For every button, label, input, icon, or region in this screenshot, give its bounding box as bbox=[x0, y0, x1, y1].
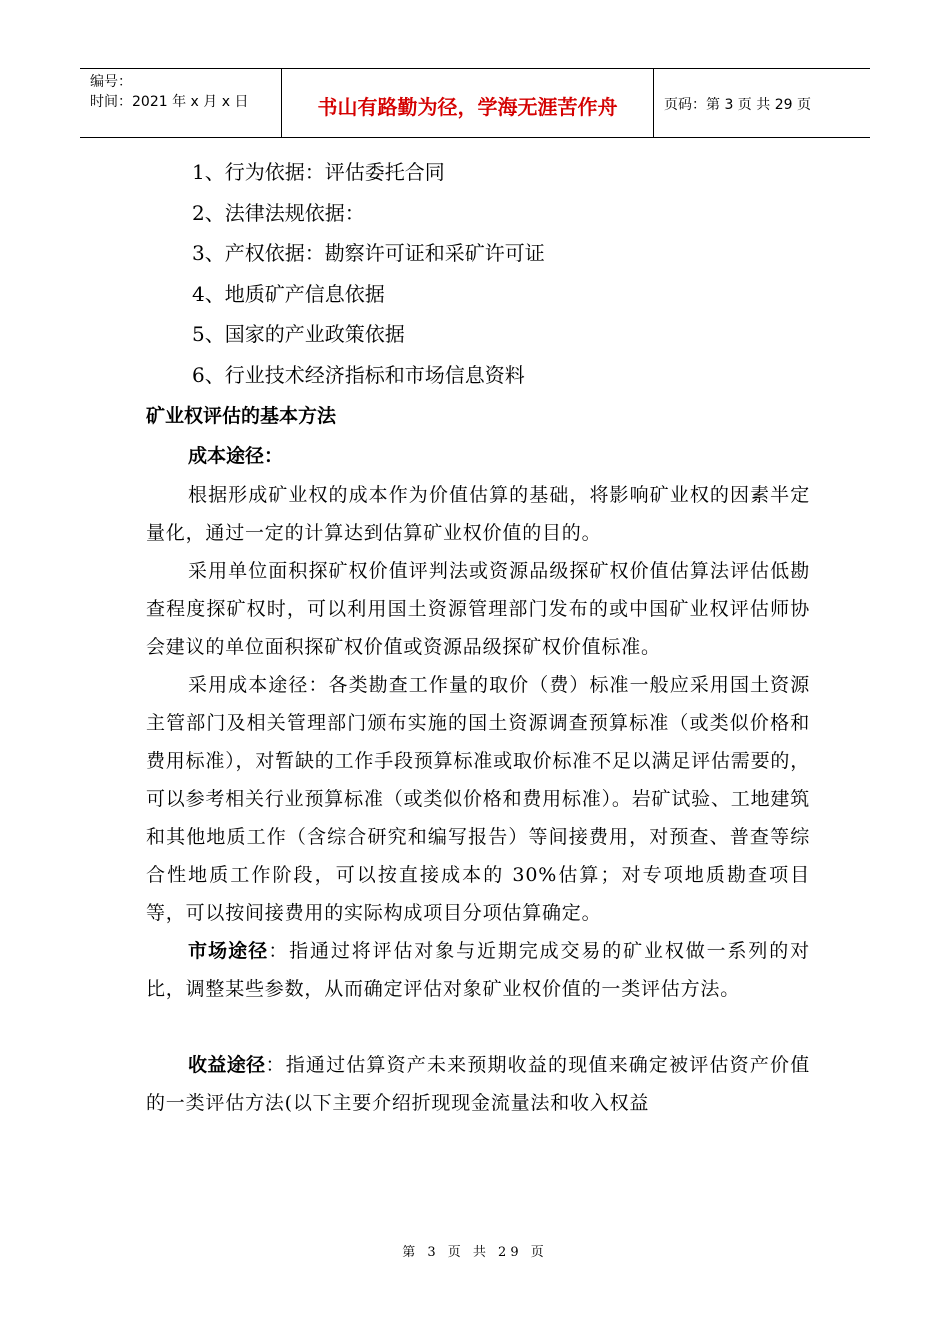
page-header bbox=[80, 68, 870, 138]
list-item: 1、行为依据：评估委托合同 bbox=[192, 160, 445, 184]
number-label: 编号： bbox=[90, 74, 132, 90]
list-item: 4、地质矿产信息依据 bbox=[192, 281, 385, 306]
income-approach-text: ：指通过估算资产未来预期收益的现值来确定被评估资产价值的一类评估方法(以下主要介绍折现现金流量法和收入权益 bbox=[146, 1053, 810, 1114]
section-heading: 矿业权评估的基本方法 bbox=[146, 404, 337, 427]
list-item: 6、行业技术经济指标和市场信息资料 bbox=[192, 362, 525, 387]
cost-paragraph-3: 采用成本途径：各类勘查工作量的取价（费）标准一般应采用国土资源主管部门及相关管理部门颁布实施的国土资源调查预算标准（或类似价格和费用标准），对暂缺的工作手段预算标准或取价标准不足以满足评估需要的，可以参考相关行业预算标准（或类似价格和费用标准）。岩矿试验、工地建筑和其他地质工作（含综合研究和编写报告）等间接费用，对预查、普查等综合性地质工作阶段，可以按直接成本的 30%估算；对专项地质勘查项目等，可以按间接费用的实际构成项目分项估算确定。 bbox=[146, 673, 810, 924]
cost-paragraph-1: 根据形成矿业权的成本作为价值估算的基础，将影响矿业权的因素半定量化，通过一定的计算达到估算矿业权价值的目的。 bbox=[146, 483, 810, 544]
header-meta bbox=[80, 69, 282, 137]
cost-approach-title: 成本途径： bbox=[188, 444, 284, 467]
page-footer: 第 3 页 共 29 页 bbox=[402, 1245, 548, 1260]
cost-paragraph-2: 采用单位面积探矿权价值评判法或资源品级探矿权价值估算法评估低勘查程度探矿权时，可以利用国土资源管理部门发布的或中国矿业权评估师协会建议的单位面积探矿权价值或资源品级探矿权价值标准。 bbox=[146, 559, 810, 658]
time-label: 时间：2021 年 x 月 x 日 bbox=[90, 94, 249, 110]
basis-list bbox=[146, 152, 810, 396]
header-motto: 书山有路勤为径，学海无涯苦作舟 bbox=[282, 69, 654, 137]
document-body bbox=[146, 152, 810, 1122]
list-item: 5、国家的产业政策依据 bbox=[192, 322, 405, 347]
market-approach-paragraph bbox=[146, 932, 810, 1008]
list-item: 2、法律法规依据： bbox=[192, 200, 365, 225]
income-approach-title: 收益途径 bbox=[188, 1053, 266, 1076]
income-approach-paragraph bbox=[146, 1046, 810, 1122]
list-item: 3、产权依据：勘察许可证和采矿许可证 bbox=[192, 241, 545, 266]
market-approach-title: 市场途径 bbox=[188, 939, 269, 962]
market-approach-text: ：指通过将评估对象与近期完成交易的矿业权做一系列的对比，调整某些参数，从而确定评估对象矿业权价值的一类评估方法。 bbox=[146, 939, 810, 1000]
header-page-code: 页码：第 3 页 共 29 页 bbox=[664, 97, 811, 113]
paragraph-gap bbox=[146, 1008, 810, 1046]
